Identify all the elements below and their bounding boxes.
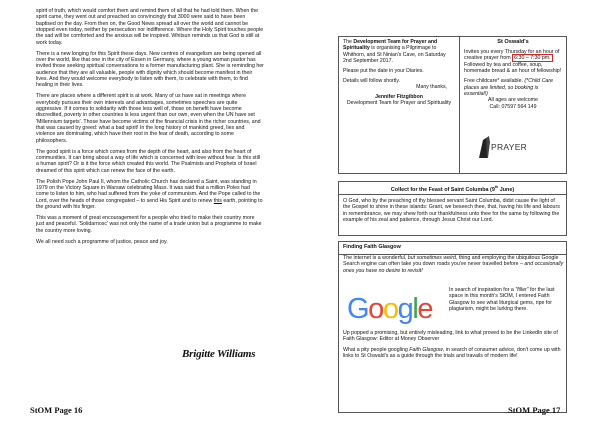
paragraph: We all need such a programme of justice, peace and joy. <box>36 238 168 245</box>
paragraph: This was a moment of great encouragement for a people who tried to make their country more just and peaceful. 'Solidarnosc' was not only the name of a trade union but a programme to make the country more loving. <box>36 214 262 234</box>
text-span: Collect for the Feast of Saint Columba (9 <box>390 186 495 193</box>
paragraph: spirit of truth, which would comfort them and remind them of all that he had told them. When the spirit came, they went out and preached so convincingly that 3000 were said to have been baptised on the day. From then on, the Good News spread all over the world and cannot be stopped even today, neither by persecution nor indifference. Where the Holy Spirit touches people the sad will be comforted and the anxious will be inspired. Whitsun reminds us that God is still at work today. <box>36 8 264 46</box>
text-span: , in search of consumer advice, don't come up with links to St Oswald's as a guide through the trials and travails of modern life! <box>343 346 561 360</box>
faith-glasgow-search-text <box>449 287 563 312</box>
text-span: The internet is a wonderful, <box>343 255 408 261</box>
oswalds-followed: Followed by tea and coffee, soup, homemade bread & an hour of fellowship! <box>464 61 562 75</box>
oswalds-invite <box>464 49 562 62</box>
faith-glasgow-box <box>338 241 567 413</box>
dev-diary: Please put the date in your Diaries. <box>343 67 424 74</box>
faith-glasgow-heading: Finding Faith Glasgow <box>339 242 566 255</box>
oswalds-call: Call: 07597 564 149 <box>489 103 537 110</box>
text-span: June) <box>498 186 515 193</box>
dev-signoff <box>343 94 455 107</box>
text-span: Free childcare* available. <box>464 78 525 85</box>
dev-thanks: Many thanks, <box>416 83 447 90</box>
faith-glasgow-result <box>343 330 564 363</box>
text-italic: and occasionally ones you have no desire to revisit! <box>343 261 564 274</box>
prayer-image <box>475 134 535 160</box>
article-body <box>36 8 264 250</box>
columba-body: O God, who by the preaching of thy blessed servant Saint Columba, didst cause the light of the Gospel to shine in these islands: Grant, we beseech thee, that, having his life and labours in remembrance, we may shew forth our thankfulness unto thee for the same by following the example of his zeal and patience, through Jesus Christ our Lord. <box>343 198 560 224</box>
childcare-note: (*Child Care places are limited, so booking is essential!) <box>464 78 553 98</box>
dev-name: Jennifer Fitzgibbon <box>375 93 423 100</box>
text-span: , thing and employing the ubiquitous Google Search engine can often take you down roads you've never travelled before – <box>343 255 559 268</box>
author-signature: Brigitte Williams <box>182 348 256 360</box>
time-highlight: 6:30 – 7:30 pm. <box>514 55 551 62</box>
text-span: Invites you every Thursday for an hour of creative prayer from <box>464 49 560 62</box>
oswalds-welcome: All ages are welcome <box>488 97 538 104</box>
text-span: What a pity people googling <box>343 346 410 353</box>
oswalds-childcare <box>464 78 562 97</box>
paragraph: The good spirit is a force which comes from the depth of the heart, and also from the heart of communities. It can bring about a way of life which is concerned with love without fear. Is this still a human spirit? Or is it the force which created this world. The Psalmists and Prophets of Israel dreamed of this spirit which can renew the face of the earth. <box>36 148 261 174</box>
text-span: is organising a Pilgrimage to Whithorn, and St Ninian's Cave, on Saturday 2nd September 2017. <box>343 45 446 64</box>
page-footer-left: StOM Page 16 <box>30 405 83 415</box>
columba-collect-box <box>338 181 567 236</box>
text-italic: but sometimes weird <box>407 255 456 261</box>
paragraph: There are places where a different spirit is at work. Many of us have sat in meetings where everybody pursues their own interests and advantages, sometimes speeches are quite aggressive. If it comes to solidarity with those less well of, those on benefit have become discredited, poverty in other countries is less urgent than our own, even when the UN have set 'Millennium targets'. Those have become victims of the financial crisis in the richer countries, and that was caused by greed: what a bad spirit! In the long history of mankind greed, lies and violence are dominating, which have their root in the fear of death, according to some philosophers. <box>36 93 261 144</box>
superscript: th <box>494 185 499 189</box>
paragraph-pope <box>36 179 264 211</box>
oswalds-title: St Oswald's <box>497 39 529 45</box>
paragraph: There is a new longing for this Spirit these days. New centres of evangelism are being opened all over the world, like that one in the city of Essen in Germany, where a young woman pastor has invited those seeking spiritual conversations to a former manufacturing plant. She is reminding her audience that they are all valuable, people with dignity which should become manifest in their lives. And they would welcome everybody to listen with them, to celebrate with them, to find healing in their lives. <box>36 50 264 89</box>
prayer-word: PRAYER <box>491 142 528 152</box>
faith-glasgow-intro <box>343 255 564 274</box>
development-team-box <box>338 36 460 174</box>
link-this[interactable]: this <box>213 197 222 204</box>
dev-role: Development Team for Prayer and Spirituality <box>346 100 452 107</box>
paragraph: Up popped a promising, but entirely misleading, link to what proved to be the LinkedIn site of Faith Glasgow: Editor at Money Observer <box>343 330 558 343</box>
text-span: The Polish Pope John Paul II, whom the Catholic Church has declared a Saint, was standing in 1979 on the Victory Square in Warsaw celebrating Mass. It was said that a million Poles had come to listen to him, who had suffered from the yoke of communism. And the Pope called to the Lord, over the heads of those congregated – to send His Spirit and to renew <box>36 178 261 204</box>
dev-details: Details will follow shortly. <box>343 77 400 84</box>
text-span: for the last space in this month's StOM, I entered Faith Glasgow to see what liturgical gems, ripe for plagiarism, might be lurking there. <box>449 287 555 313</box>
google-logo: Google <box>347 293 433 325</box>
dev-intro <box>343 39 455 64</box>
text-span: In search of inspiration for a <box>449 287 516 293</box>
team-name: Development Team for Prayer and Spirituality <box>343 39 438 52</box>
text-italic: "filler" <box>515 287 529 293</box>
text-span: earth, pointing to the ground with his finger. <box>36 197 263 210</box>
text-italic: Faith Glasgow <box>409 346 443 353</box>
paragraph <box>343 347 564 360</box>
text-span: The <box>343 39 354 45</box>
page-footer-right: StOM Page 17 <box>508 405 561 415</box>
right-page <box>300 0 600 424</box>
columba-heading <box>339 182 566 195</box>
